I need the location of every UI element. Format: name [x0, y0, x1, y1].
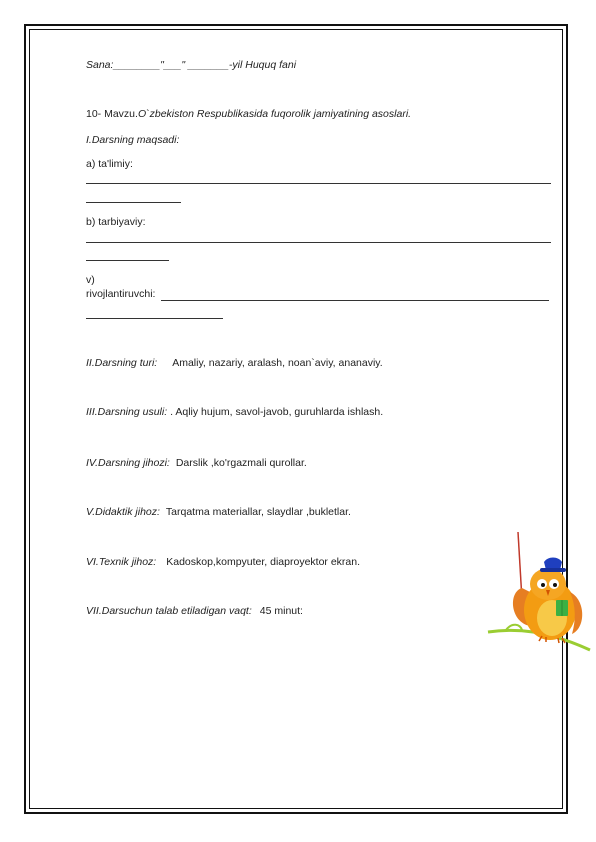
section-label: II.Darsning turi:	[86, 357, 158, 369]
section-value: Kadoskop,kompyuter, diaproyektor ekran.	[166, 556, 361, 568]
objective-a-blank-line-1[interactable]	[86, 183, 551, 184]
objective-b-blank-line-1[interactable]	[86, 242, 551, 243]
objective-b-blank-line-2[interactable]	[86, 260, 169, 261]
section-value: 45 minut:	[259, 605, 303, 617]
topic-prefix: 10- Mavzu.	[86, 108, 138, 120]
section-value: . Aqliy hujum, savol-javob, guruhlarda ishlash.	[170, 406, 384, 418]
objective-a-label: a) ta'limiy:	[86, 158, 133, 170]
section-label: III.Darsning usuli:	[86, 406, 168, 418]
section-value: Darslik ,ko'rgazmali qurollar.	[175, 457, 307, 469]
section-method	[86, 405, 383, 419]
objective-v-label: v)	[86, 274, 95, 286]
topic-line	[86, 107, 411, 121]
section-label: VII.Darsuchun talab etiladigan vaqt:	[86, 605, 252, 617]
date-line: Sana:________"___" _______-yil Huquq fani	[86, 59, 297, 71]
owl-teacher-icon	[486, 530, 592, 658]
section-didactic	[86, 505, 351, 519]
section-time	[86, 604, 303, 618]
section-equipment	[86, 456, 307, 470]
objective-v-label-2: rivojlantiruvchi:	[86, 288, 156, 300]
objective-a-blank-line-2[interactable]	[86, 202, 181, 203]
section-value: Amaliy, nazariy, aralash, noan`aviy, ananaviy.	[172, 357, 383, 369]
objective-b-label: b) tarbiyaviy:	[86, 216, 146, 228]
section-label: IV.Darsning jihozi:	[86, 457, 170, 469]
section-type	[86, 356, 383, 370]
objective-v-blank-line-2[interactable]	[86, 318, 223, 319]
objectives-heading: I.Darsning maqsadi:	[86, 134, 180, 146]
objective-v-blank-line-1[interactable]	[161, 300, 549, 301]
section-label: VI.Texnik jihoz:	[86, 556, 157, 568]
section-value: Tarqatma materiallar, slaydlar ,bukletlar.	[165, 506, 351, 518]
section-technical	[86, 555, 360, 569]
section-label: V.Didaktik jihoz:	[86, 506, 160, 518]
topic-title: O`zbekiston Respublikasida fuqorolik jamiyatining asoslari.	[137, 108, 412, 120]
